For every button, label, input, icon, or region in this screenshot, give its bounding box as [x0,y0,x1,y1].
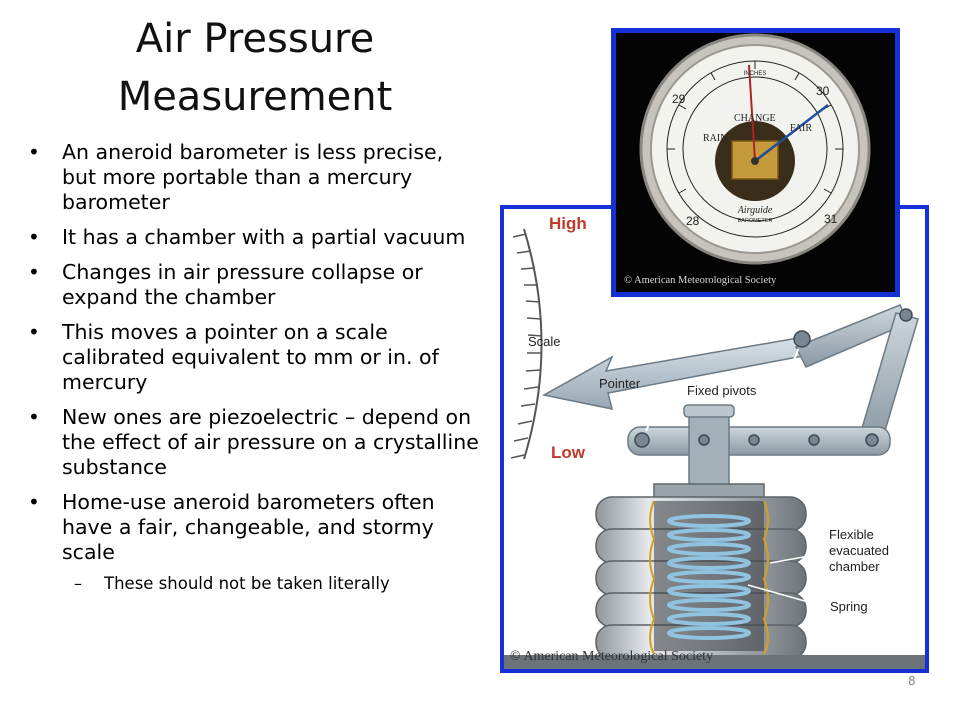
bullet-dot: • [28,405,40,429]
bullet-text: Home-use aneroid barometers often have a fair, changeable, and stormy scale [62,490,435,564]
label-scale: Scale [528,334,561,349]
dial-brand-sub: BAROMETER [737,218,773,224]
bullet-item [28,225,483,250]
slide-title: Air Pressure Measurement [117,16,393,120]
label-chamber-3: chamber [829,559,880,574]
dial-word-rain: RAIN [703,133,728,144]
bullet-text: New ones are piezoelectric – depend on the effect of air pressure on a crystalline substance [62,405,479,479]
bullet-item [28,320,483,395]
label-chamber-1: Flexible [829,527,874,542]
barometer-photo-svg [616,33,895,292]
chamber-top-plate [654,484,764,498]
pointer-arrow [544,337,808,409]
label-chamber-2: evacuated [829,543,889,558]
bullet-list [28,140,483,605]
bullet-item [28,405,483,480]
sub-bullet-item [28,573,483,595]
bullet-text: This moves a pointer on a scale calibrated equivalent to mm or in. of mercury [62,320,439,394]
bullet-dot: • [28,260,40,284]
bullet-dot: • [28,490,40,514]
label-fixed-pivots: Fixed pivots [687,383,757,398]
bullet-item [28,490,483,565]
dial-word-change: CHANGE [734,113,776,124]
stem-cap [684,405,734,417]
sub-bullet-dash: – [74,574,82,593]
sub-bullet-text: These should not be taken literally [104,574,390,593]
bullet-text: An aneroid barometer is less precise, but more portable than a mercury barometer [62,140,444,214]
barometer-hub [751,157,759,165]
label-high: High [549,214,587,233]
bullet-dot: • [28,320,40,344]
dial-brand: Airguide [737,205,773,216]
label-spring: Spring [830,599,868,614]
page-number: 8 [908,674,916,688]
photo-copyright: © American Meteorological Society [624,275,777,286]
dial-number-29: 29 [672,92,686,106]
dial-number-31: 31 [824,212,838,226]
bullet-dot: • [28,225,40,249]
label-pointer: Pointer [599,376,641,391]
bullet-dot: • [28,140,40,164]
bullet-text: Changes in air pressure collapse or expand the chamber [62,260,423,309]
dial-top-label: INCHES [743,71,767,77]
diagram-copyright: © American Meteorological Society [510,649,714,664]
dial-number-30: 30 [816,84,830,98]
bullet-text: It has a chamber with a partial vacuum [62,225,466,249]
barometer-photo [611,28,900,297]
dial-word-fair: FAIR [790,123,813,134]
label-low: Low [551,443,585,462]
bullet-item [28,140,483,215]
dial-number-28: 28 [686,214,700,228]
bullet-item [28,260,483,310]
